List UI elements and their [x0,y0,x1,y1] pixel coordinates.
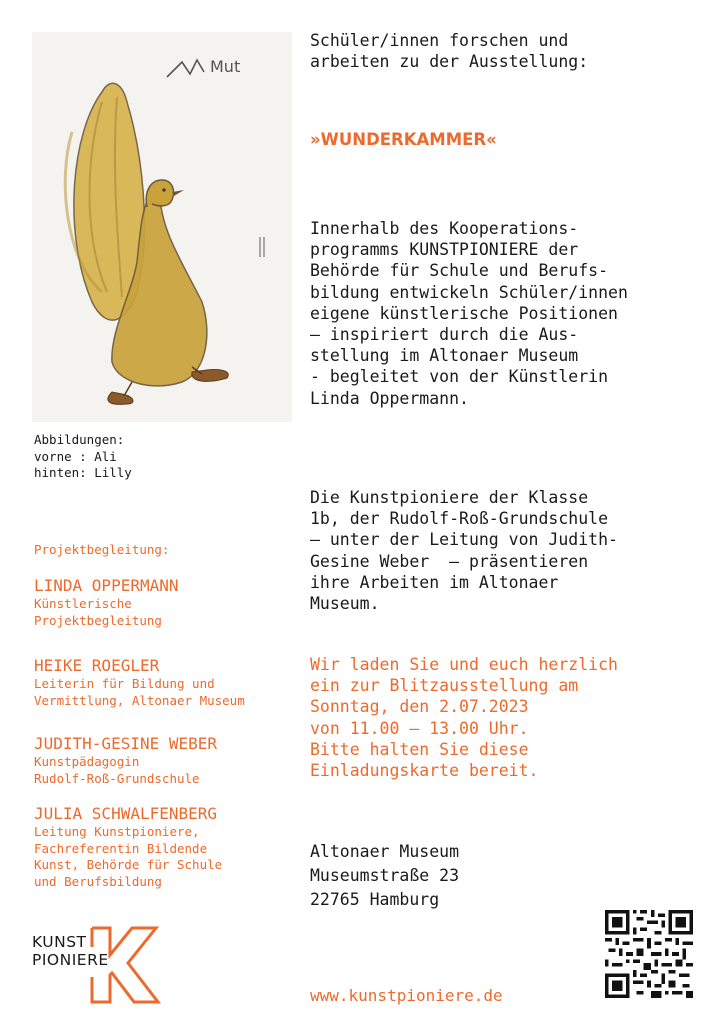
person-judith-gesine-weber [34,734,217,787]
address-line: Altonaer Museum [310,842,460,861]
person-name: HEIKE ROEGLER [34,656,160,675]
person-role: Kunst, Behörde für Schule [34,857,223,872]
image-captions [34,432,132,482]
body-line: programms KUNSTPIONIERE der [310,240,579,260]
project-heading: Projektbegleitung: [34,542,170,557]
person-role: Projektbegleitung [34,612,162,628]
body-line: – unter der Leitung von Judith- [310,530,618,550]
exhibition-title: »WUNDERKAMMER« [310,130,497,149]
body-line: Linda Oppermann. [310,388,469,408]
logo-wordmark [32,933,109,969]
address-line: 22765 Hamburg [310,890,440,909]
person-role: Vermittlung, Altonaer Museum [34,692,245,708]
body-line: Behörde für Schule und Berufs- [310,261,609,281]
body-line: ihre Arbeiten im Altonaer [310,572,559,592]
website-link[interactable]: www.kunstpioniere.de [310,986,503,1005]
body-line: Innerhalb des Kooperations- [310,219,579,238]
person-julia-schwalfenberg [34,804,222,890]
person-name: LINDA OPPERMANN [34,576,179,595]
invitation-line: Einladungskarte bereit. [310,761,539,781]
person-role: Künstlerische [34,596,132,611]
invitation-text [310,654,618,781]
person-role: Rudolf-Roß-Grundschule [34,770,200,786]
person-role: und Berufsbildung [34,873,162,889]
body-line: bildung entwickeln Schüler/innen [310,282,628,302]
invitation-line: Wir laden Sie und euch herzlich [310,655,618,674]
person-role: Leitung Kunstpioniere, [34,824,200,839]
body-line: 1b, der Rudolf-Roß-Grundschule [310,509,609,529]
invitation-line: ein zur Blitzausstellung am [310,676,579,696]
person-heike-roegler [34,656,245,709]
kunstpioniere-logo [32,925,162,1005]
caption-line: Abbildungen: [34,432,125,447]
logo-line: PIONIERE [32,951,109,969]
body-line: - begleitet von der Künstlerin [310,367,609,387]
qr-code-icon [605,910,693,998]
body-line: stellung im Altonaer Museum [310,346,579,366]
person-name: JULIA SCHWALFENBERG [34,804,218,823]
address-line: Museumstraße 23 [310,866,460,885]
scribble-text: Mut [210,57,241,76]
program-description [310,218,628,409]
artwork-image [32,32,292,422]
invitation-line: von 11.00 – 13.00 Uhr. [310,718,529,738]
body-line: – inspiriert durch die Aus- [310,325,579,345]
body-line: Gesine Weber – präsentieren [310,551,589,571]
body-line: Die Kunstpioniere der Klasse [310,488,589,507]
person-linda-oppermann [34,576,179,629]
body-line: eigene künstlerische Positionen [310,303,618,323]
person-role: Kunstpädagogin [34,754,140,769]
person-name: JUDITH-GESINE WEBER [34,734,218,753]
invitation-line: Bitte halten Sie diese [310,739,529,759]
intro-text [310,30,588,72]
person-role: Leiterin für Bildung und [34,676,215,691]
person-role: Fachreferentin Bildende [34,840,208,856]
class-description [310,487,618,614]
bird-drawing [32,32,292,422]
invitation-line: Sonntag, den 2.07.2023 [310,697,529,717]
logo-line: KUNST [32,933,87,951]
body-line: Museum. [310,594,380,614]
intro-line: arbeiten zu der Ausstellung: [310,52,589,71]
museum-address [310,840,459,912]
caption-line: vorne : Ali [34,448,117,464]
caption-line: hinten: Lilly [34,465,132,480]
intro-line: Schüler/innen forschen und [310,31,569,50]
